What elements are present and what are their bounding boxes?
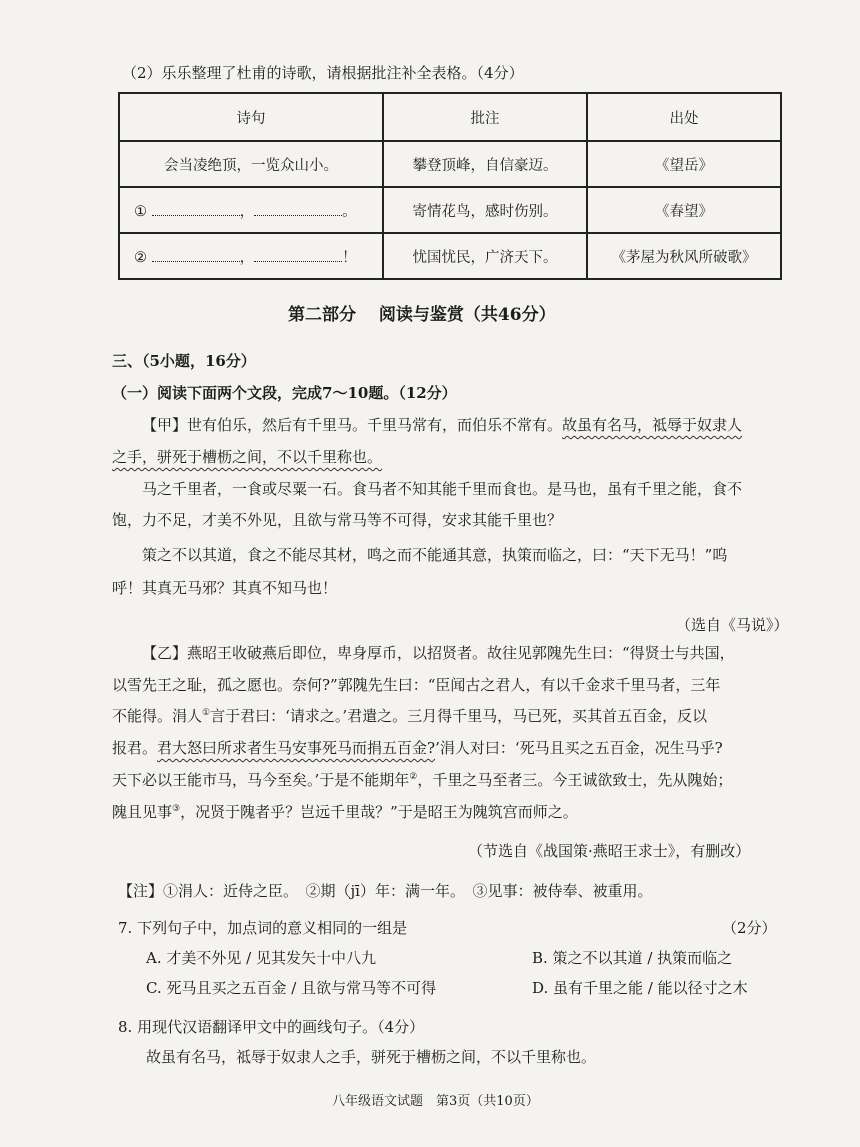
poem-cell: 会当凌绝顶，一览众山小。 [119,141,383,187]
option-b[interactable]: B. 策之不以其道 / 执策而临之 [532,949,733,967]
yi-line-4 [112,741,802,756]
yi-text: 天下必以王能市马，马今至矣。’于是不能期年 [112,771,410,789]
table-row [119,141,781,187]
source-cell: 《春望》 [587,187,781,233]
yi-source: （节选自《战国策·燕昭王求士》，有删改） [468,842,751,860]
yi-text: 言于君曰：‘请求之。’君遣之。三月得千里马，马已死，买其首五百金，反以 [210,707,708,725]
footnote-mark: ② [409,772,418,782]
jia-text: 【甲】世有伯乐，然后有千里马。千里马常有，而伯乐不常有。 [142,416,563,434]
header-source: 出处 [587,93,781,141]
jia-p2-line-1: 马之千里者，一食或尽粟一石。食马者不知其能千里而食也。是马也，虽有千里之能，食不 [142,480,743,498]
yi-line-6 [112,805,802,820]
jia-line-1 [142,418,832,433]
yi-text: ’涓人对曰：‘死马且买之五百金，况生马乎? [435,739,723,757]
yi-text: ，况贤于隗者乎？岂远千里哉？”于是昭王为隗筑宫而师之。 [180,803,578,821]
question-2-prompt: （2）乐乐整理了杜甫的诗歌，请根据批注补全表格。（4分） [122,64,524,82]
jia-underlined: 故虽有名马，祗辱于奴隶人 [562,416,743,434]
section-3-heading: 三、（5小题，16分） [112,352,256,370]
yi-line-2: 以雪先王之耻，孤之愿也。奈何?”郭隗先生曰：“臣闻古之君人，有以千金求千里马者，三年 [112,676,721,694]
jia-underlined: 之手，骈死于槽枥之间，不以千里称也。 [112,448,383,466]
part2-title: 第二部分 阅读与鉴赏（共46分） [288,305,556,325]
jia-p2-line-2: 饱，力不足，才美不外见，且欲与常马等不可得，安求其能千里也？ [112,511,563,529]
poem-blank-cell [119,233,383,279]
blank-number: ② [134,249,147,266]
source-cell: 《茅屋为秋风所破歌》 [587,233,781,279]
source-cell: 《望岳》 [587,141,781,187]
end-punct: 。 [342,203,357,220]
yi-line-3 [112,709,802,724]
note-cell: 攀登顶峰，自信豪迈。 [383,141,587,187]
yi-text: 隗且见事 [112,803,173,821]
yi-text: 报君。 [112,739,158,757]
fill-blank[interactable] [152,203,240,216]
footnote-mark: ③ [172,804,181,814]
note-cell: 寄情花鸟，感时伤别。 [383,187,587,233]
question-7-score: （2分） [722,919,777,937]
yi-line-1: 【乙】燕昭王收破燕后即位，卑身厚币，以招贤者。故往见郭隗先生曰：“得贤士与共国， [142,644,735,662]
option-d[interactable]: D. 虽有千里之能 / 能以径寸之木 [532,979,748,997]
yi-line-5 [112,773,802,788]
question-7-stem: 7. 下列句子中，加点词的意义相同的一组是 [118,919,408,937]
table-row [119,233,781,279]
poem-table [118,92,782,280]
header-poem: 诗句 [119,93,383,141]
jia-source: （选自《马说》） [676,616,789,634]
blank-number: ① [134,203,147,220]
yi-underlined: 君大怒曰所求者生马安事死马而捐五百金? [157,739,436,757]
fill-blank[interactable] [254,203,342,216]
footnote-mark: ① [202,708,211,718]
option-a[interactable]: A. 才美不外见 / 见其发矢十中八九 [146,949,376,967]
question-8-stem: 8. 用现代汉语翻译甲文中的画线句子。（4分） [118,1018,425,1036]
question-8-sentence: 故虽有名马，祗辱于奴隶人之手，骈死于槽枥之间，不以千里称也。 [146,1048,597,1066]
comma: ， [239,203,255,220]
end-punct: ！ [342,249,357,266]
yi-text: ，千里之马至者三。今王诚欲致士，先从隗始； [417,771,733,789]
comma: ， [239,249,255,266]
poem-blank-cell [119,187,383,233]
option-c[interactable]: C. 死马且买之五百金 / 且欲与常马等不可得 [146,979,437,997]
header-note: 批注 [383,93,587,141]
fill-blank[interactable] [254,249,342,262]
yi-text: 不能得。涓人 [112,707,203,725]
table-row [119,187,781,233]
table-header-row [119,93,781,141]
jia-p3-line-2: 呼！其真无马邪？其真不知马也！ [112,579,338,597]
footnotes: 【注】①涓人：近侍之臣。 ②期（jī）年：满一年。 ③见事：被侍奉、被重用。 [118,882,653,900]
jia-line-2 [112,450,802,465]
fill-blank[interactable] [152,249,240,262]
jia-p3-line-1: 策之不以其道，食之不能尽其材，鸣之而不能通其意，执策而临之，曰：“天下无马！”呜 [142,546,728,564]
note-cell: 忧国忧民，广济天下。 [383,233,587,279]
subsection-1-heading: （一）阅读下面两个文段，完成7～10题。（12分） [112,384,457,402]
page-footer: 八年级语文试题 第3页（共10页） [332,1094,539,1109]
